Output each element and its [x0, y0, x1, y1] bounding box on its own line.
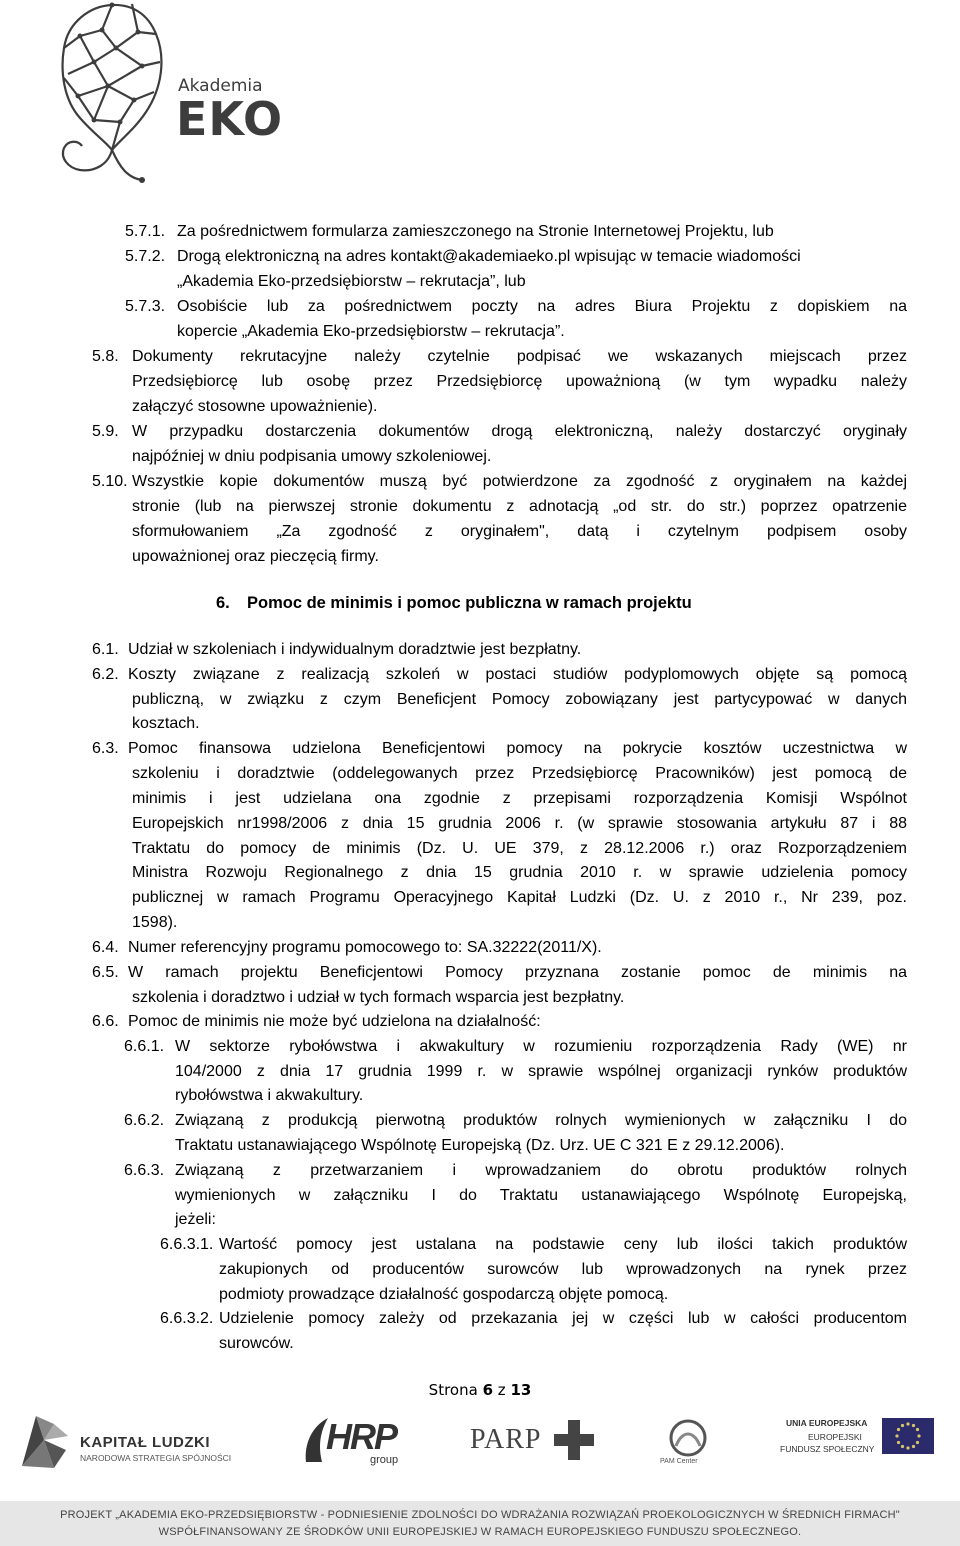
kl-title: KAPITAŁ LUDZKI	[80, 1434, 211, 1451]
paragraph-line: załączyć stosowne upoważnienie).	[132, 398, 378, 415]
paragraph-line: Traktatu do pomocy de minimis (Dz. U. UE 379, z 28.12.2006 r.) oraz Rozporządzeniem	[132, 840, 907, 857]
page-prefix: Strona	[428, 1381, 478, 1399]
paragraph-line: kosztach.	[132, 715, 200, 732]
item-number: 6.1.	[92, 641, 119, 658]
pam-center-logo	[654, 1418, 724, 1468]
footer-band	[0, 1501, 960, 1546]
paragraph-line: Za pośrednictwem formularza zamieszczonego na Stronie Internetowej Projektu, lub	[177, 223, 774, 240]
paragraph-line: Osobiście lub za pośrednictwem poczty na adres Biura Projektu z dopiskiem na	[177, 298, 907, 315]
paragraph-line: Wartość pomocy jest ustalana na podstawie ceny lub ilości takich produktów	[219, 1236, 907, 1253]
hrp-sub: group	[370, 1454, 399, 1466]
page-total: 13	[510, 1381, 532, 1399]
paragraph-line: 1598).	[132, 914, 178, 931]
paragraph-line: Numer referencyjny programu pomocowego to: SA.32222(2011/X).	[128, 939, 602, 956]
kl-subtitle: NARODOWA STRATEGIA SPÓJNOŚCI	[80, 1453, 232, 1463]
page-number	[0, 1381, 960, 1399]
paragraph-line: Europejskich nr1998/2006 z dnia 15 grudnia 2006 r. (w sprawie stosowania artykułu 87 i 88	[132, 815, 907, 832]
paragraph-line: Dokumenty rekrutacyjne należy czytelnie podpisać we wskazanych miejscach przez	[132, 348, 907, 365]
paragraph-line: Traktatu ustanawiającego Wspólnotę Europejską (Dz. Urz. UE C 321 E z 29.12.2006).	[175, 1137, 785, 1154]
item-number: 6.4.	[92, 939, 119, 956]
item-number: 6.6.	[92, 1013, 119, 1030]
paragraph-line: 104/2000 z dnia 17 grudnia 1999 r. w sprawie wspólnej organizacji rynków produktów	[175, 1063, 907, 1080]
paragraph-line: Pomoc finansowa udzielona Beneficjentowi pomocy na pokrycie kosztów uczestnictwa w	[128, 740, 907, 757]
hrp-group-logo	[302, 1416, 402, 1472]
parp-cross-icon	[554, 1420, 594, 1460]
paragraph-line: sformułowaniem „Za zgodność z oryginałem", datą i czytelnym podpisem osoby	[132, 523, 907, 540]
paragraph-line: kopercie „Akademia Eko-przedsiębiorstw – rekrutacja”.	[177, 323, 565, 340]
item-number: 6.6.3.1.	[160, 1236, 214, 1253]
paragraph-line: Udział w szkoleniach i indywidualnym doradztwie jest bezpłatny.	[128, 641, 582, 658]
item-number: 5.7.2.	[125, 248, 166, 265]
item-number: 5.7.1.	[125, 223, 166, 240]
item-number: 5.9.	[92, 423, 119, 440]
logo-small-text: Akademia	[178, 76, 263, 96]
paragraph-line: W sektorze rybołówstwa i akwakultury w rozumieniu rozporządzenia Rady (WE) nr	[175, 1038, 907, 1055]
paragraph-line: minimis i jest udzielana ona zgodnie z przepisami rozporządzenia Komisji Wspólnot	[132, 790, 907, 807]
hrp-text: HRP	[326, 1416, 397, 1457]
kapital-ludzki-icon	[14, 1410, 74, 1472]
paragraph-line: „Akademia Eko-przedsiębiorstw – rekrutacja”, lub	[177, 273, 526, 290]
paragraph-line: publicznej w ramach Programu Operacyjnego Kapitał Ludzki (Dz. U. z 2010 r., Nr 239, poz.	[132, 889, 907, 906]
paragraph-line: upoważnionej oraz pieczęcią firmy.	[132, 548, 379, 565]
item-number: 6.6.3.2.	[160, 1310, 214, 1327]
parp-text: PARP	[470, 1424, 542, 1455]
item-number: 5.7.3.	[125, 298, 166, 315]
eu-flag-icon	[882, 1418, 934, 1454]
item-number: 5.10.	[92, 473, 128, 490]
page-sep: z	[497, 1381, 506, 1399]
item-number: 6.6.3.	[124, 1162, 165, 1179]
item-number: 6.3.	[92, 740, 119, 757]
paragraph-line: Udzielenie pomocy zależy od przekazania jej w części lub w całości producentom	[219, 1310, 907, 1327]
section-heading: Pomoc de minimis i pomoc publiczna w ramach projektu	[247, 594, 692, 612]
paragraph-line: Pomoc de minimis nie może być udzielona na działalność:	[128, 1013, 541, 1030]
paragraph-line: Ministra Rozwoju Regionalnego z dnia 15 grudnia 2010 r. w sprawie udzielenia pomocy	[132, 864, 907, 881]
paragraph-line: W przypadku dostarczenia dokumentów drogą elektroniczną, należy dostarczyć oryginały	[132, 423, 907, 440]
paragraph-line: publiczną, w związku z czym Beneficjent Pomocy zobowiązany jest partycypować w danych	[132, 691, 907, 708]
kapital-ludzki-logo	[14, 1408, 234, 1478]
paragraph-line: jeżeli:	[175, 1211, 216, 1228]
ue-logo	[778, 1412, 938, 1474]
paragraph-line: stronie (lub na pierwszej stronie dokumentu z adnotacją „od str. do str.) poprzez opatrzenie	[132, 498, 907, 515]
footer-line-2: WSPÓŁFINANSOWANY ZE ŚRODKÓW UNII EUROPEJSKIEJ W RAMACH EUROPEJSKIEGO FUNDUSZU SPOŁECZNEGO.	[158, 1526, 802, 1538]
paragraph-line: W ramach projektu Beneficjentowi Pomocy przyznana zostanie pomoc de minimis na	[128, 964, 907, 981]
ue-line3: FUNDUSZ SPOŁECZNY	[780, 1444, 875, 1454]
pam-icon	[666, 1418, 710, 1458]
akademia-eko-logo	[50, 0, 300, 190]
item-number: 5.8.	[92, 348, 119, 365]
paragraph-line: Przedsiębiorcę lub osobę przez Przedsiębiorcę upoważnioną (w tym wypadku należy	[132, 373, 907, 390]
paragraph-line: najpóźniej w dniu podpisania umowy szkoleniowej.	[132, 448, 492, 465]
item-number: 6.2.	[92, 666, 119, 683]
paragraph-line: zakupionych od producentów surowców lub wprowadzonych na rynek przez	[219, 1261, 907, 1278]
parp-logo	[470, 1418, 620, 1478]
paragraph-line: Związaną z przetwarzaniem i wprowadzaniem do obrotu produktów rolnych	[175, 1162, 907, 1179]
item-number: 6.6.2.	[124, 1112, 165, 1129]
paragraph-line: wymienionych w załączniku I do Traktatu ustanawiającego Wspólnotę Europejską,	[175, 1187, 907, 1204]
paragraph-line: Związaną z produkcją pierwotną produktów rolnych wymienionych w załączniku I do	[175, 1112, 907, 1129]
paragraph-line: surowców.	[219, 1335, 294, 1352]
pam-text: PAM Center	[660, 1458, 698, 1465]
paragraph-line: rybołówstwa i akwakultury.	[175, 1087, 364, 1104]
paragraph-line: podmioty prowadzące działalność gospodarczą objęte pomocą.	[219, 1286, 669, 1303]
logo-big-text: EKO	[176, 92, 284, 146]
item-number: 6.6.1.	[124, 1038, 165, 1055]
item-number: 6.5.	[92, 964, 119, 981]
section-number: 6.	[216, 594, 230, 612]
paragraph-line: szkoleniu i doradztwie (oddelegowanych przez Przedsiębiorcę Pracowników) jest pomocą de	[132, 765, 907, 782]
paragraph-line: Drogą elektroniczną na adres kontakt@akademiaeko.pl wpisując w temacie wiadomości	[177, 248, 801, 265]
footer-line-1: PROJEKT „AKADEMIA EKO-PRZEDSIĘBIORSTW - PODNIESIENIE ZDOLNOŚCI DO WDRAŻANIA ROZWIĄZAŃ PROEKOLOGICZNYCH W ŚREDNICH FIRMACH"	[60, 1509, 900, 1521]
page-current: 6	[482, 1381, 494, 1399]
paragraph-line: Wszystkie kopie dokumentów muszą być potwierdzone za zgodność z oryginałem na każdej	[132, 473, 907, 490]
paragraph-line: Koszty związane z realizacją szkoleń w postaci studiów podyplomowych objęte są pomocą	[128, 666, 907, 683]
ue-line2: EUROPEJSKI	[808, 1432, 862, 1442]
ue-title: UNIA EUROPEJSKA	[786, 1418, 868, 1428]
paragraph-line: szkolenia i doradztwo i udział w tych formach wsparcia jest bezpłatny.	[132, 989, 625, 1006]
